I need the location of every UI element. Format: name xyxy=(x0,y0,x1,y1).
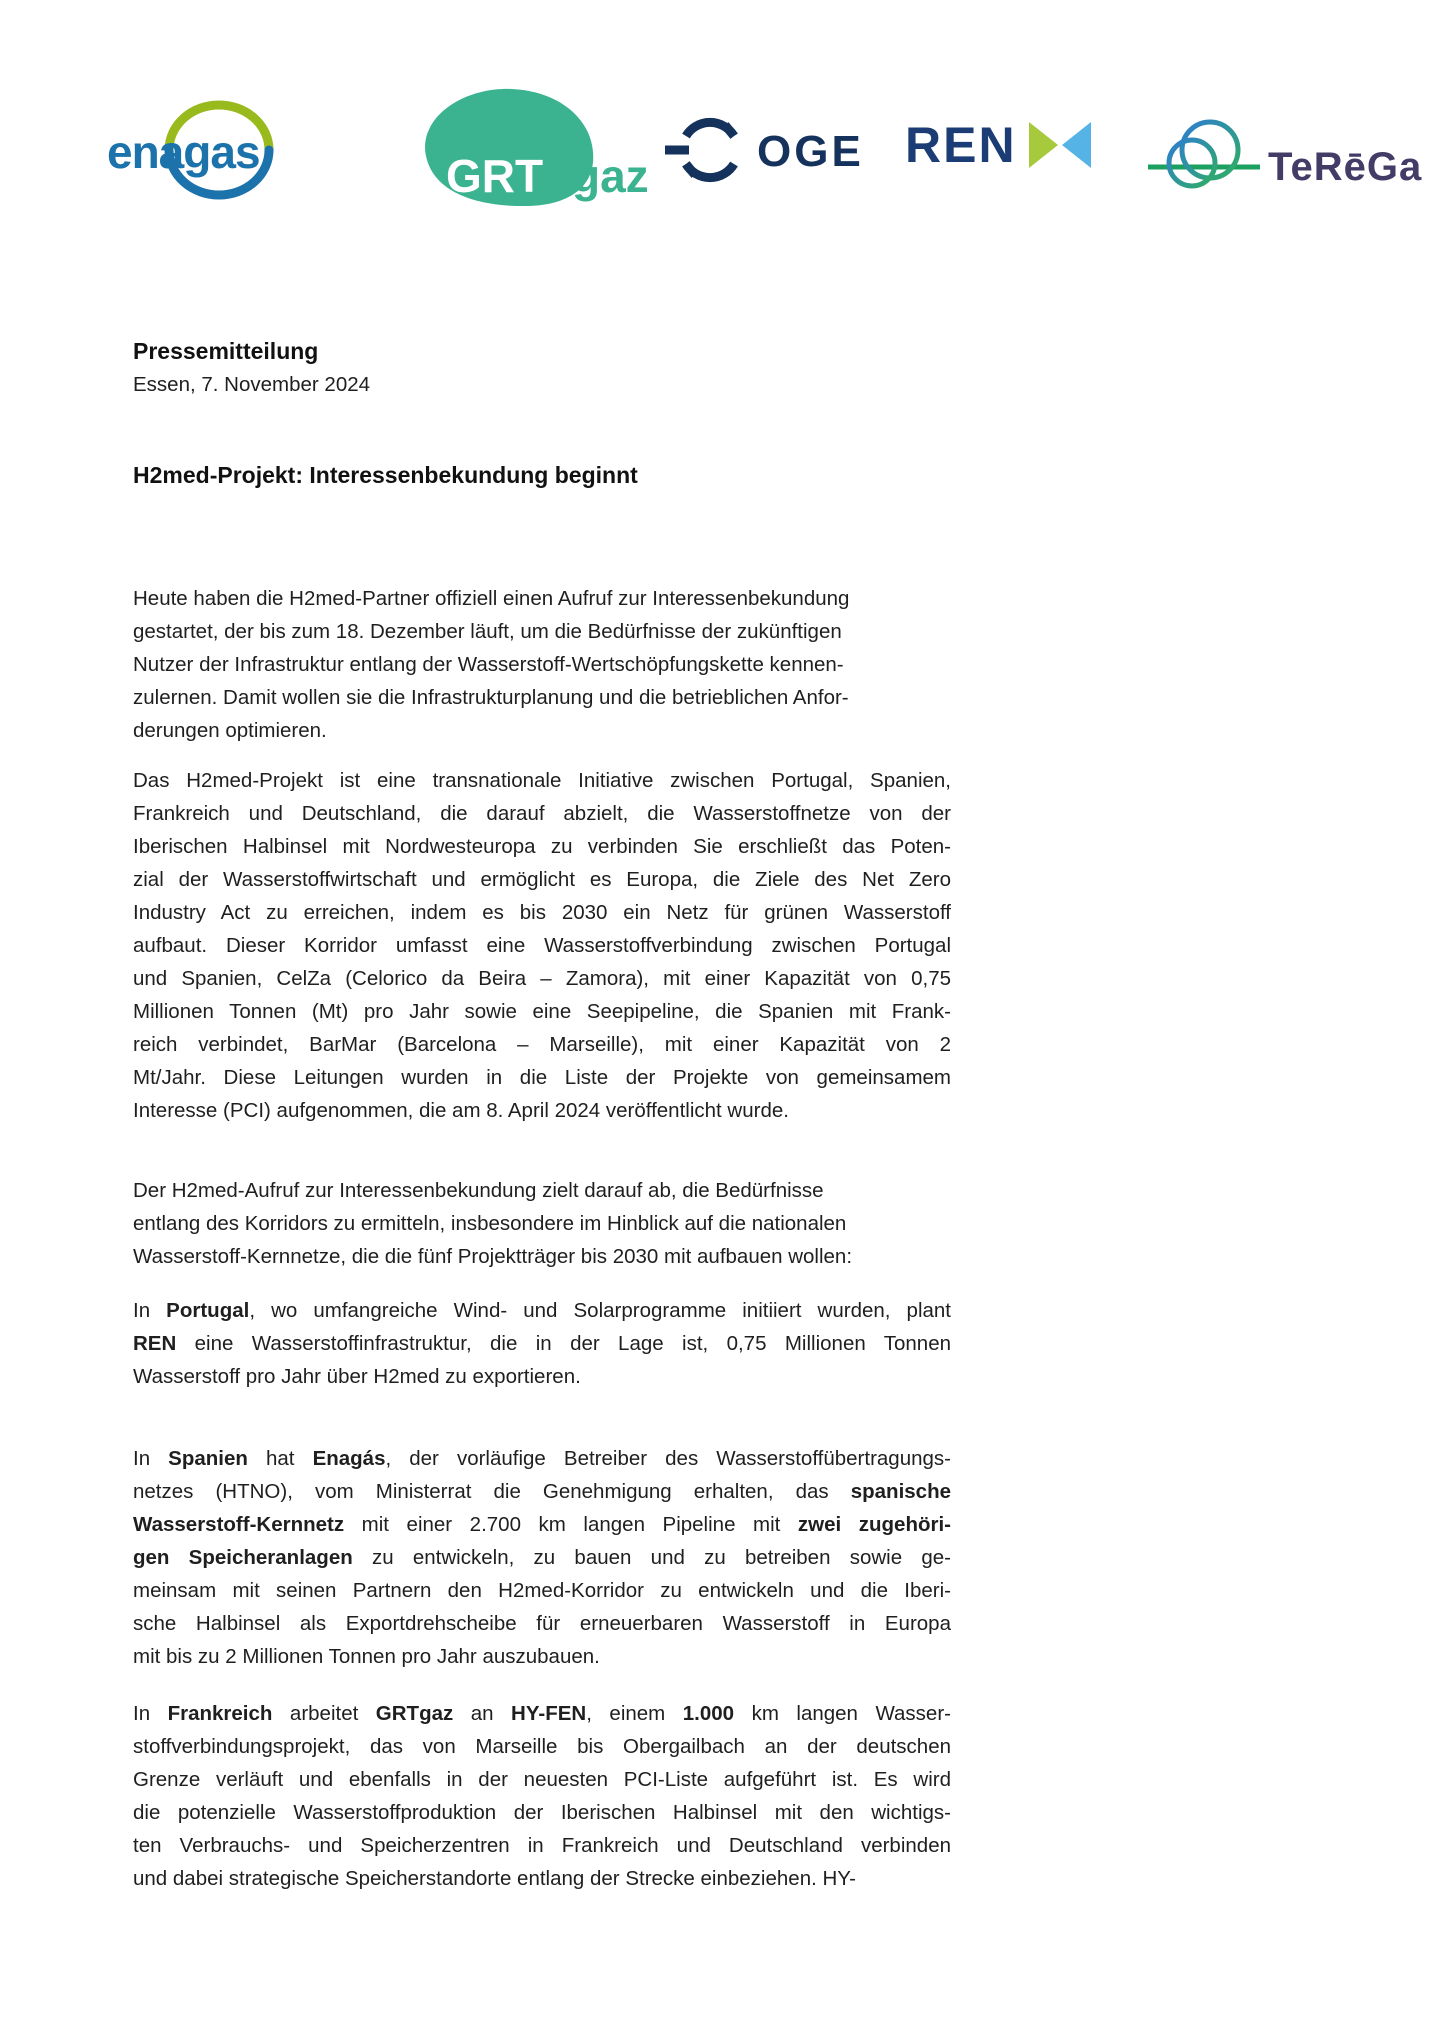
text-line: Wasserstoff-Kernnetz mit einer 2.700 km langen Pipeline mit zwei zugehöri- xyxy=(133,1513,951,1536)
paragraph-frankreich xyxy=(133,1697,951,1895)
text-line: gen Speicheranlagen zu entwickeln, zu bauen und zu betreiben sowie ge- xyxy=(133,1546,951,1569)
text-line: ten Verbrauchs- und Speicherzentren in Frankreich und Deutschland verbinden xyxy=(133,1834,951,1857)
text-line: und dabei strategische Speicherstandorte entlang der Strecke einbeziehen. HY- xyxy=(133,1867,856,1890)
paragraph-spanien xyxy=(133,1442,951,1673)
paragraph xyxy=(133,1294,951,1393)
terega-wordmark: TeRēGa xyxy=(1268,145,1423,189)
text-line: die potenzielle Wasserstoffproduktion der Iberischen Halbinsel mit den wichtigs- xyxy=(133,1801,951,1824)
enagas-ellipse-icon xyxy=(103,95,298,210)
paragraph xyxy=(133,1697,951,1895)
text-line: gestartet, der bis zum 18. Dezember läuft, um die Bedürfnisse der zukünftigen xyxy=(133,620,842,643)
text-line: Industry Act zu erreichen, indem es bis 2030 ein Netz für grünen Wasserstoff xyxy=(133,901,951,924)
enagas-logo xyxy=(103,95,298,215)
text-line: sche Halbinsel als Exportdrehscheibe für erneuerbaren Wasserstoff in Europa xyxy=(133,1612,951,1635)
dateline: Essen, 7. November 2024 xyxy=(133,373,371,396)
text-line: Mt/Jahr. Diese Leitungen wurden in die Liste der Projekte von gemeinsamem xyxy=(133,1066,951,1089)
oge-wordmark: OGE xyxy=(757,127,864,176)
text-line: reich verbindet, BarMar (Barcelona – Marseille), mit einer Kapazität von 2 xyxy=(133,1033,951,1056)
text-line: zial der Wasserstoffwirtschaft und ermöglicht es Europa, die Ziele des Net Zero xyxy=(133,868,951,891)
text-line: und Spanien, CelZa (Celorico da Beira – Zamora), mit einer Kapazität von 0,75 xyxy=(133,967,951,990)
text-line: derungen optimieren. xyxy=(133,719,327,742)
terega-logo xyxy=(1148,106,1428,207)
page-title: H2med-Projekt: Interessenbekundung beginnt xyxy=(133,462,638,488)
text-line: In Frankreich arbeitet GRTgaz an HY-FEN, einem 1.000 km langen Wasser- xyxy=(133,1702,951,1725)
paragraph xyxy=(133,1442,951,1673)
text-line: Heute haben die H2med-Partner offiziell einen Aufruf zur Interessenbekundung xyxy=(133,587,850,610)
text-line: zulernen. Damit wollen sie die Infrastrukturplanung und die betrieblichen Anfor- xyxy=(133,686,849,709)
text-line: Millionen Tonnen (Mt) pro Jahr sowie eine Seepipeline, die Spanien mit Frank- xyxy=(133,1000,951,1023)
text-line: aufbaut. Dieser Korridor umfasst eine Wasserstoffverbindung zwischen Portugal xyxy=(133,934,951,957)
paragraph-intro xyxy=(133,582,951,747)
ren-wordmark: REN xyxy=(905,117,1017,173)
grtgaz-logo xyxy=(420,86,680,221)
text-line: stoffverbindungsprojekt, das von Marseille bis Obergailbach an der deutschen xyxy=(133,1735,951,1758)
oge-logo xyxy=(665,110,880,195)
document-type-heading: Pressemitteilung xyxy=(133,338,319,364)
paragraph-project xyxy=(133,764,951,1127)
text-line: meinsam mit seinen Partnern den H2med-Korridor zu entwickeln und die Iberi- xyxy=(133,1579,951,1602)
oge-ring-icon xyxy=(665,110,880,190)
text-line: In Spanien hat Enagás, der vorläufige Betreiber des Wasserstoffübertragungs- xyxy=(133,1447,951,1470)
text-line: Der H2med-Aufruf zur Interessenbekundung zielt darauf ab, die Bedürfnisse xyxy=(133,1179,824,1202)
paragraph-aufruf xyxy=(133,1174,951,1273)
text-line: Wasserstoff pro Jahr über H2med zu exportieren. xyxy=(133,1365,581,1388)
ren-logo xyxy=(905,117,1091,173)
grtgaz-blob-icon xyxy=(420,86,680,216)
text-line: mit bis zu 2 Millionen Tonnen pro Jahr auszubauen. xyxy=(133,1645,600,1668)
terega-circles-icon xyxy=(1148,106,1428,202)
text-line: REN eine Wasserstoffinfrastruktur, die in der Lage ist, 0,75 Millionen Tonnen xyxy=(133,1332,951,1355)
grtgaz-wordmark-gaz: gaz xyxy=(572,150,649,202)
paragraph xyxy=(133,1174,951,1273)
paragraph-portugal xyxy=(133,1294,951,1393)
text-line: entlang des Korridors zu ermitteln, insbesondere im Hinblick auf die nationalen xyxy=(133,1212,847,1235)
text-line: netzes (HTNO), vom Ministerrat die Genehmigung erhalten, das spanische xyxy=(133,1480,951,1503)
enagas-wordmark: enagas xyxy=(107,126,260,178)
text-line: Nutzer der Infrastruktur entlang der Wasserstoff-Wertschöpfungskette kennen- xyxy=(133,653,844,676)
text-line: Grenze verläuft und ebenfalls in der neuesten PCI-Liste aufgeführt ist. Es wird xyxy=(133,1768,951,1791)
text-line: Das H2med-Projekt ist eine transnationale Initiative zwischen Portugal, Spanien, xyxy=(133,769,951,792)
text-line: In Portugal, wo umfangreiche Wind- und Solarprogramme initiiert wurden, plant xyxy=(133,1299,951,1322)
ren-bowtie-icon xyxy=(1029,122,1091,168)
text-line: Iberischen Halbinsel mit Nordwesteuropa zu verbinden Sie erschließt das Poten- xyxy=(133,835,951,858)
text-line: Interesse (PCI) aufgenommen, die am 8. April 2024 veröffentlicht wurde. xyxy=(133,1099,789,1122)
paragraph xyxy=(133,582,951,747)
grtgaz-wordmark-grt: GRT xyxy=(446,150,544,202)
text-line: Frankreich und Deutschland, die darauf abzielt, die Wasserstoffnetze von der xyxy=(133,802,951,825)
paragraph xyxy=(133,764,951,1127)
text-line: Wasserstoff-Kernnetze, die die fünf Projektträger bis 2030 mit aufbauen wollen: xyxy=(133,1245,853,1268)
